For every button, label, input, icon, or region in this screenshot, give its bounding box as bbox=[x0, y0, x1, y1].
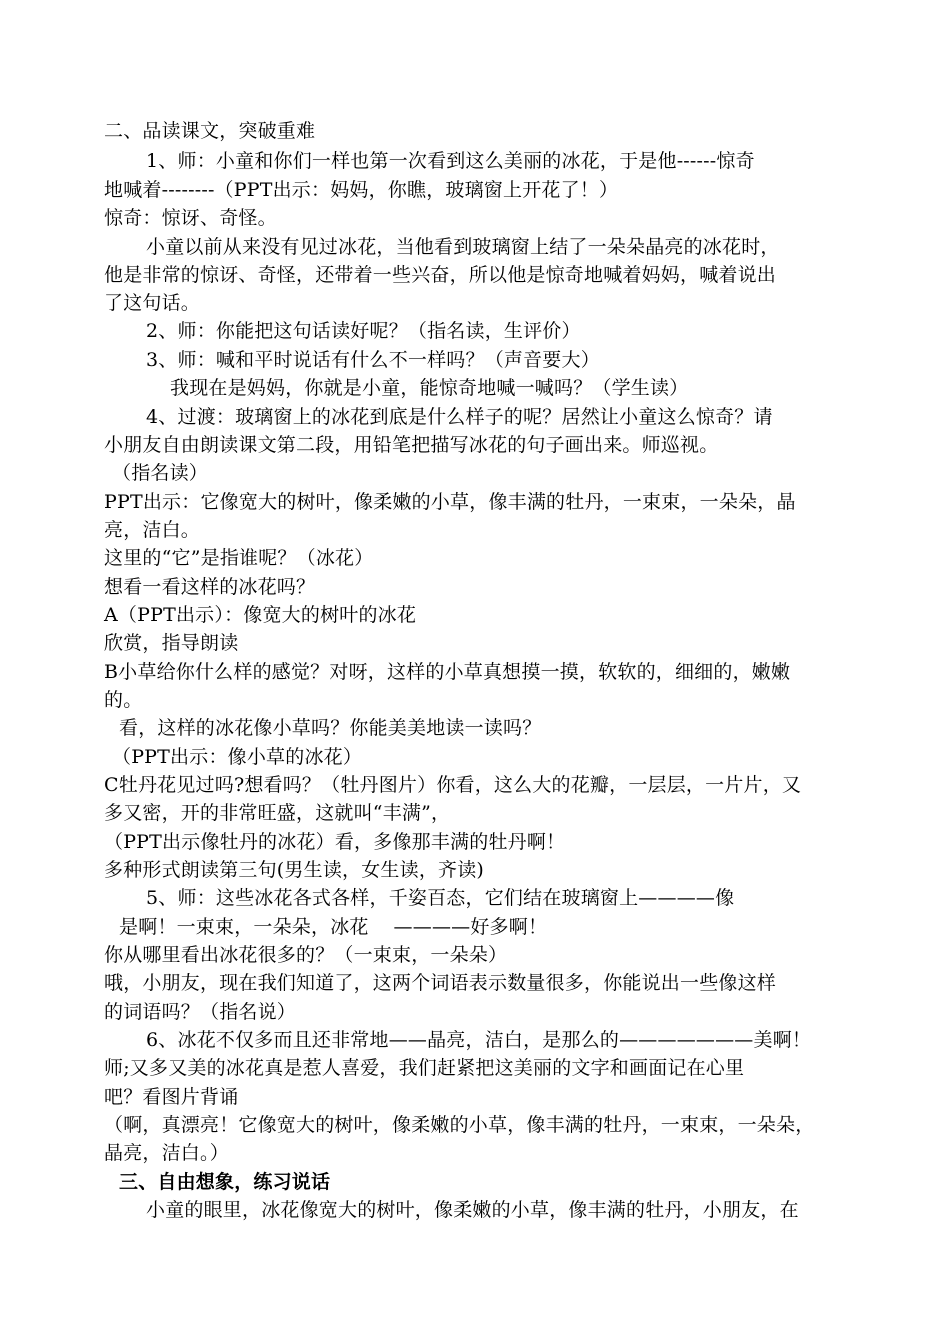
paragraph-line: 2、师：你能把这句话读好呢？（指名读，生评价） bbox=[146, 320, 581, 342]
paragraph-line: （PPT出示像牡丹的冰花）看，多像那丰满的牡丹啊！ bbox=[104, 831, 566, 853]
paragraph-line: 师;又多又美的冰花真是惹人喜爱，我们赶紧把这美丽的文字和画面记在心里 bbox=[104, 1057, 745, 1079]
paragraph-line: 多种形式朗读第三句(男生读，女生读，齐读) bbox=[104, 859, 485, 881]
paragraph-line: 你从哪里看出冰花很多的？（一束束，一朵朵） bbox=[104, 944, 508, 966]
paragraph-line: 6、冰花不仅多而且还非常地——晶亮，洁白，是那么的———————美啊！ bbox=[146, 1029, 812, 1051]
paragraph-line: （PPT出示：像小草的冰花） bbox=[112, 746, 363, 768]
paragraph-line: 小童的眼里，冰花像宽大的树叶，像柔嫩的小草，像丰满的牡丹，小朋友，在 bbox=[146, 1199, 799, 1221]
paragraph-line: 吧？看图片背诵 bbox=[104, 1086, 239, 1108]
paragraph-line: A（PPT出示）：像宽大的树叶的冰花 bbox=[104, 604, 417, 626]
paragraph-line: 地喊着--------（PPT出示：妈妈，你瞧，玻璃窗上开花了！） bbox=[104, 179, 619, 201]
paragraph-line: 5、师：这些冰花各式各样，千姿百态，它们结在玻璃窗上————像 bbox=[146, 887, 735, 909]
paragraph-line: 小童以前从来没有见过冰花，当他看到玻璃窗上结了一朵朵晶亮的冰花时， bbox=[146, 236, 780, 258]
section-heading-3: 三、自由想象，练习说话 bbox=[119, 1171, 331, 1193]
paragraph-line: 惊奇：惊讶、奇怪。 bbox=[104, 207, 277, 229]
paragraph-line: 1、师：小童和你们一样也第一次看到这么美丽的冰花，于是他------惊奇 bbox=[146, 150, 755, 172]
paragraph-line: 我现在是妈妈，你就是小童，能惊奇地喊一喊吗？（学生读） bbox=[170, 377, 689, 399]
paragraph-line: 的词语吗？（指名说） bbox=[104, 1001, 297, 1023]
paragraph-line: 亮，洁白。 bbox=[104, 519, 201, 541]
paragraph-line: 这里的“它”是指谁呢？（冰花） bbox=[104, 547, 374, 569]
paragraph-line: PPT出示：它像宽大的树叶，像柔嫩的小草，像丰满的牡丹，一束束，一朵朵，晶 bbox=[104, 491, 796, 513]
paragraph-line: B小草给你什么样的感觉？对呀，这样的小草真想摸一摸，软软的，细细的，嫩嫩 bbox=[104, 661, 791, 683]
section-heading-2: 二、品读课文，突破重难 bbox=[104, 120, 316, 142]
paragraph-line: 晶亮，洁白。） bbox=[104, 1142, 229, 1164]
paragraph-line: C牡丹花见过吗?想看吗？（牡丹图片）你看，这么大的花瓣，一层层，一片片，又 bbox=[104, 774, 802, 796]
paragraph-line: 4、过渡：玻璃窗上的冰花到底是什么样子的呢？居然让小童这么惊奇？请 bbox=[146, 406, 773, 428]
paragraph-line: 了这句话。 bbox=[104, 292, 201, 314]
paragraph-line: 看，这样的冰花像小草吗？你能美美地读一读吗？ bbox=[119, 717, 542, 739]
paragraph-line: 想看一看这样的冰花吗？ bbox=[104, 576, 316, 598]
paragraph-line: 哦，小朋友，现在我们知道了，这两个词语表示数量很多，你能说出一些像这样 bbox=[104, 972, 777, 994]
paragraph-line: 他是非常的惊讶、奇怪，还带着一些兴奋，所以他是惊奇地喊着妈妈，喊着说出 bbox=[104, 264, 777, 286]
paragraph-line: 3、师：喊和平时说话有什么不一样吗？（声音要大） bbox=[146, 349, 600, 371]
paragraph-line: 欣赏，指导朗读 bbox=[104, 632, 239, 654]
paragraph-line: （啊，真漂亮！它像宽大的树叶，像柔嫩的小草，像丰满的牡丹，一束束，一朵朵， bbox=[104, 1114, 815, 1136]
paragraph-line: 是啊！一束束，一朵朵，冰花 ————好多啊！ bbox=[119, 916, 548, 938]
paragraph-line: 小朋友自由朗读课文第二段，用铅笔把描写冰花的句子画出来。师巡视。 bbox=[104, 434, 719, 456]
paragraph-line: （指名读） bbox=[112, 462, 209, 484]
paragraph-line: 多又密，开的非常旺盛，这就叫“丰满”， bbox=[104, 802, 451, 824]
paragraph-line: 的。 bbox=[104, 689, 143, 711]
